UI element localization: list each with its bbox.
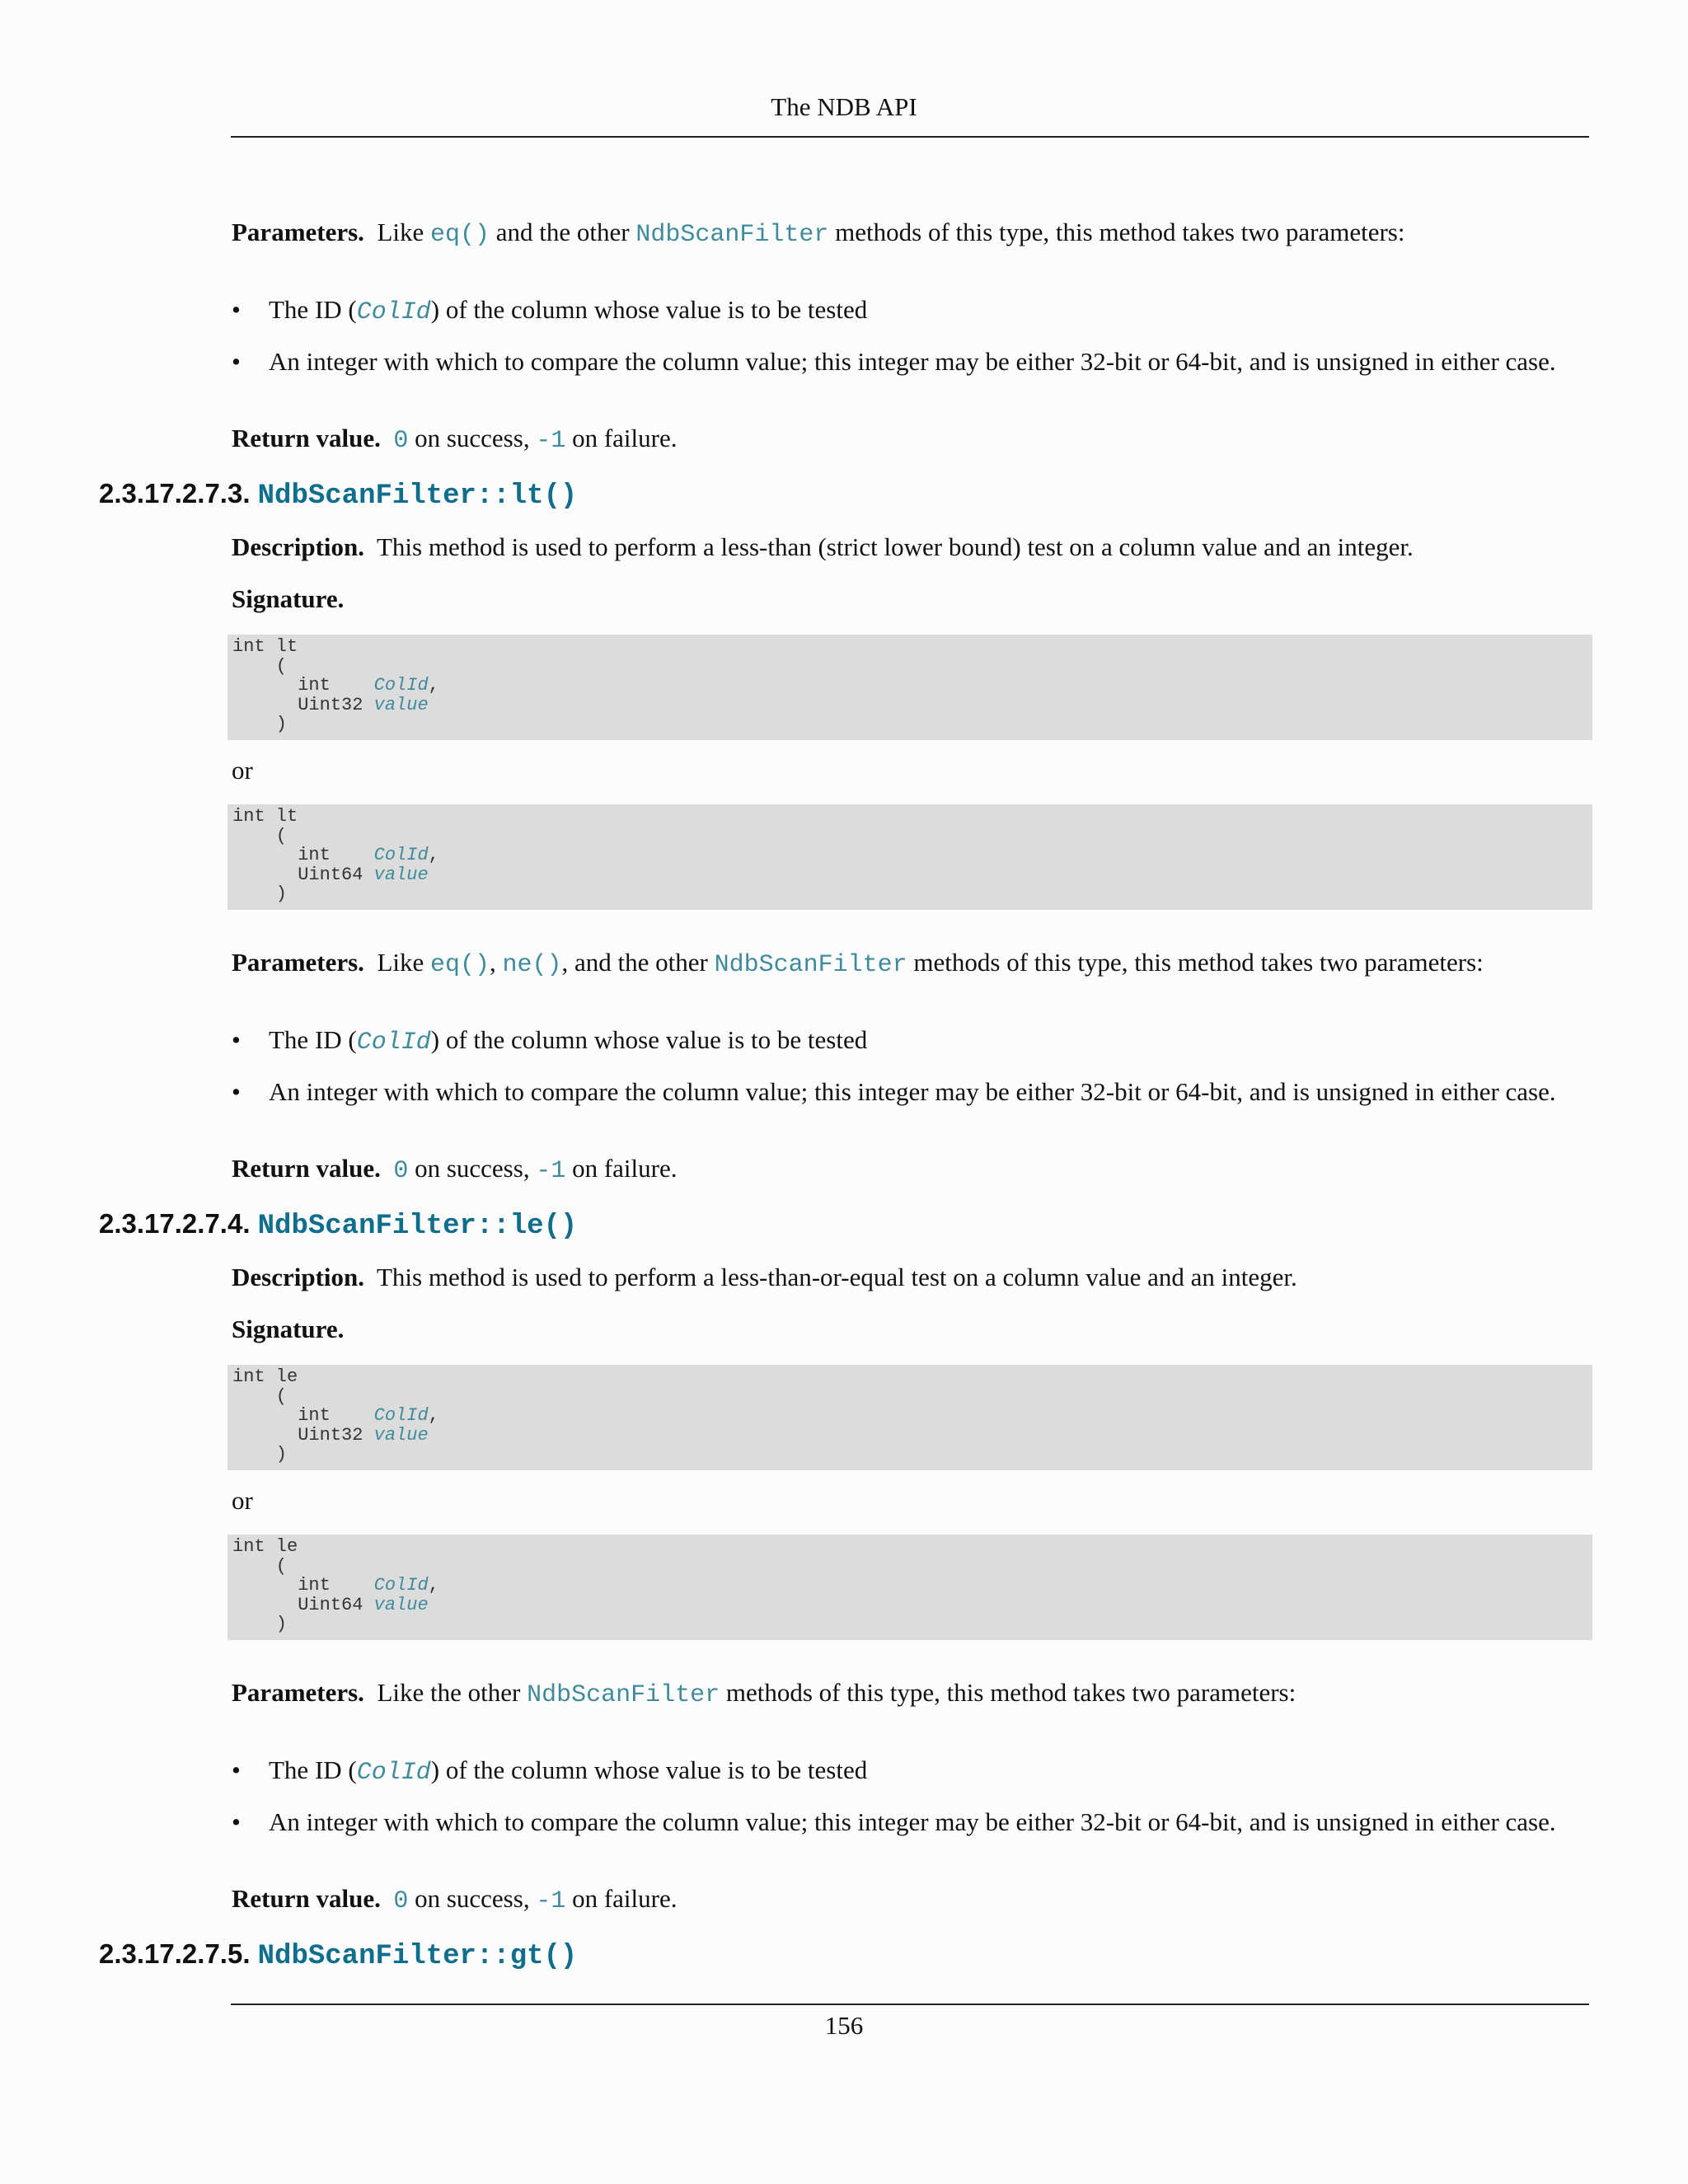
- footer-rule: [231, 2004, 1589, 2005]
- ne-link[interactable]: ne(): [502, 951, 562, 979]
- lt-or: or: [232, 756, 253, 785]
- bullet-marker: •: [232, 347, 241, 376]
- bullet-colid: The ID (ColId) of the column whose value is to be tested: [269, 1025, 868, 1057]
- le-signature-label: Signature.: [232, 1315, 345, 1343]
- bullet-integer: An integer with which to compare the column value; this integer may be either 32-bit or 64-bit, and is unsigned in either case.: [269, 1077, 1556, 1106]
- le-or: or: [232, 1486, 253, 1515]
- le-anchor[interactable]: NdbScanFilter::le(): [257, 1211, 578, 1242]
- bullet-marker: •: [232, 1025, 241, 1054]
- lt-return-value: Return value. 0 on success, -1 on failure.: [232, 1154, 678, 1185]
- bullet-marker: •: [232, 295, 241, 324]
- lt-signature-code-32: int lt ( int ColId, Uint32 value ): [227, 635, 1592, 740]
- section-heading-gt: 2.3.17.2.7.5. NdbScanFilter::gt(): [99, 1938, 578, 1972]
- le-return-value: Return value. 0 on success, -1 on failure.: [232, 1884, 678, 1915]
- bullet-integer: An integer with which to compare the column value; this integer may be either 32-bit or 64-bit, and is unsigned in either case.: [269, 1807, 1556, 1836]
- section-heading-le: 2.3.17.2.7.4. NdbScanFilter::le(): [99, 1208, 578, 1242]
- lt-signature-label: Signature.: [232, 584, 345, 613]
- lt-anchor[interactable]: NdbScanFilter::lt(): [257, 480, 578, 512]
- bullet-colid: The ID (ColId) of the column whose value is to be tested: [269, 295, 868, 326]
- ndbscanfilter-link[interactable]: NdbScanFilter: [527, 1681, 720, 1709]
- page-number: 156: [824, 2011, 864, 2040]
- bullet-marker: •: [232, 1077, 241, 1106]
- ndbscanfilter-link[interactable]: NdbScanFilter: [635, 221, 829, 249]
- page-header-title: The NDB API: [771, 92, 917, 121]
- parameters-label: Parameters.: [232, 218, 364, 246]
- lt-signature-code-64: int lt ( int ColId, Uint64 value ): [227, 804, 1592, 910]
- ndbscanfilter-link[interactable]: NdbScanFilter: [714, 951, 907, 979]
- gt-anchor[interactable]: NdbScanFilter::gt(): [257, 1941, 578, 1972]
- lt-description: Description. This method is used to perform a less-than (strict lower bound) test on a column value and an integer.: [232, 532, 1414, 561]
- bullet-integer: An integer with which to compare the column value; this integer may be either 32-bit or 64-bit, and is unsigned in either case.: [269, 347, 1556, 376]
- le-signature-code-64: int le ( int ColId, Uint64 value ): [227, 1535, 1592, 1640]
- le-description: Description. This method is used to perform a less-than-or-equal test on a column value and an integer.: [232, 1263, 1297, 1291]
- le-parameters: Parameters. Like the other NdbScanFilter methods of this type, this method takes two parameters:: [232, 1678, 1296, 1709]
- section-heading-lt: 2.3.17.2.7.3. NdbScanFilter::lt(): [99, 478, 578, 512]
- header-rule: [231, 136, 1589, 138]
- bullet-marker: •: [232, 1807, 241, 1836]
- intro-return-value: Return value. 0 on success, -1 on failure.: [232, 424, 678, 455]
- bullet-colid: The ID (ColId) of the column whose value is to be tested: [269, 1755, 868, 1787]
- intro-parameters: Parameters. Like eq() and the other NdbScanFilter methods of this type, this method takes two parameters:: [232, 218, 1405, 249]
- le-signature-code-32: int le ( int ColId, Uint32 value ): [227, 1365, 1592, 1470]
- eq-link[interactable]: eq(): [430, 951, 490, 979]
- bullet-marker: •: [232, 1755, 241, 1784]
- eq-link[interactable]: eq(): [430, 221, 490, 249]
- lt-parameters: Parameters. Like eq(), ne(), and the other NdbScanFilter methods of this type, this method takes two parameters:: [232, 948, 1484, 979]
